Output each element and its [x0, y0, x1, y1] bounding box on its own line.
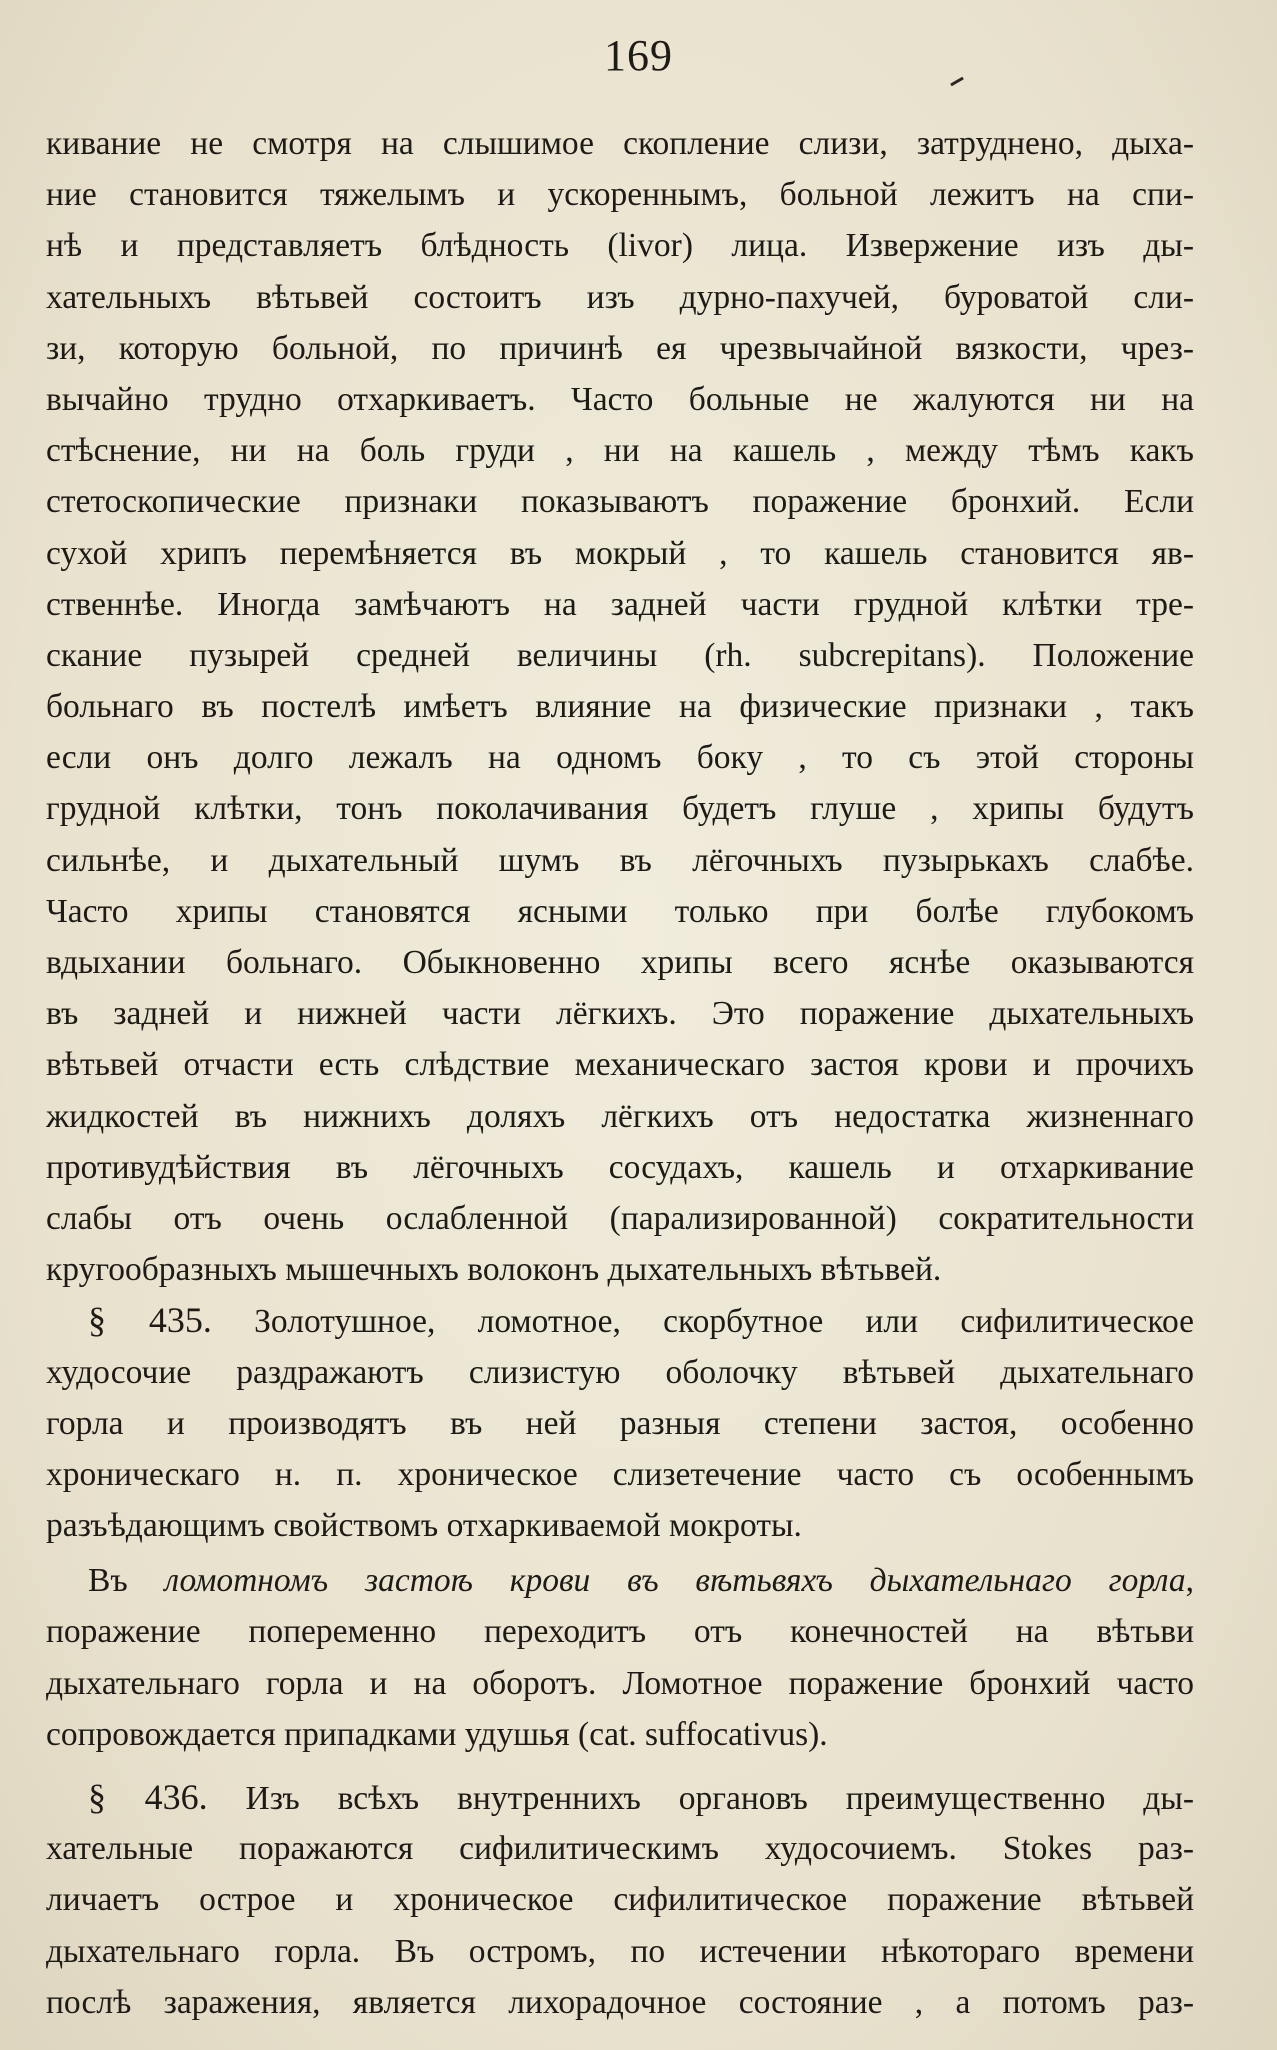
paragraph-rheumatic: [46, 1555, 1194, 1760]
section-number: § 435.: [88, 1300, 212, 1341]
text-line: ственнѣе. Иногда замѣчаютъ на задней части грудной клѣтки тре-: [46, 585, 1194, 623]
text-line: личаетъ острое и хроническое сифилитическое поражение вѣтьвей: [46, 1881, 1194, 1919]
text-line: хательные поражаются сифилитическимъ худосочиемъ. Stokes раз-: [46, 1830, 1194, 1868]
page-number: 169: [604, 31, 673, 80]
paragraph-section-436: [46, 1772, 1194, 2028]
text-line: нѣ и представляетъ блѣдность (livor) лица. Извержение изъ ды-: [46, 227, 1194, 265]
text-line: въ задней и нижней части лёгкихъ. Это поражение дыхательныхъ: [46, 995, 1194, 1033]
text-line: вѣтьвей отчасти есть слѣдствие механическаго застоя крови и прочихъ: [46, 1046, 1194, 1084]
text-line: послѣ заражения, является лихорадочное состояние , а потомъ раз-: [46, 1983, 1194, 2021]
text-line: поражение попеременно переходитъ отъ конечностей на вѣтьви: [46, 1613, 1194, 1651]
text-line-with-italic: [46, 1555, 1194, 1606]
text-line: если онъ долго лежалъ на одномъ боку , то съ этой стороны: [46, 739, 1194, 777]
text-line-with-section: [46, 1295, 1194, 1346]
text-line: вдыхании больнаго. Обыкновенно хрипы всего яснѣе оказываются: [46, 944, 1194, 981]
text-line: противудѣйствия въ лёгочныхъ сосудахъ, кашель и отхаркивание: [46, 1148, 1194, 1186]
text-line: Часто хрипы становятся ясными только при болѣе глубокомъ: [46, 892, 1194, 930]
text-line: дыхательнаго горла и на оборотъ. Ломотное поражение бронхий часто: [46, 1664, 1194, 1702]
section-number: § 436.: [88, 1777, 208, 1817]
text-line: хательныхъ вѣтьвей состоитъ изъ дурно-пахучей, буроватой сли-: [46, 278, 1194, 316]
text-fragment: Въ: [88, 1562, 165, 1600]
text-line: сильнѣе, и дыхательный шумъ въ лёгочныхъ пузырькахъ слабѣе.: [46, 841, 1194, 879]
text-line: кругообразныхъ мышечныхъ волоконъ дыхательныхъ вѣтьвей.: [46, 1251, 942, 1289]
text-line: кивание не смотря на слышимое скопление слизи, затруднено, дыха-: [46, 125, 1194, 162]
text-line: худосочие раздражаютъ слизистую оболочку вѣтьвей дыхательнаго: [46, 1353, 1194, 1391]
text-line: вычайно трудно отхаркиваетъ. Часто больные не жалуются ни на: [46, 380, 1194, 418]
text-line: разъѣдающимъ свойствомъ отхаркиваемой мокроты.: [46, 1507, 802, 1545]
text-line: жидкостей въ нижнихъ доляхъ лёгкихъ отъ недостатка жизненнаго: [46, 1097, 1194, 1135]
text-line: ние становится тяжелымъ и ускореннымъ, больной лежитъ на спи-: [46, 176, 1194, 214]
text-fragment: Изъ всѣхъ внутреннихъ органовъ преимущественно ды-: [207, 1780, 1194, 1817]
text-line: слабы отъ очень ослабленной (парализированной) сократительности: [46, 1199, 1194, 1237]
text-line-with-section: [46, 1772, 1194, 1823]
text-line: дыхательнаго горла. Въ остромъ, по истечении нѣкотораго времени: [46, 1932, 1194, 1970]
italic-phrase: ломотномъ застоѣ крови въ вѣтьвяхъ дыхательнаго горла: [164, 1562, 1186, 1600]
text-line: стетоскопические признаки показываютъ поражение бронхий. Если: [46, 483, 1194, 521]
paragraph-1: [46, 118, 1194, 1295]
text-line: горла и производятъ въ ней разныя степени застоя, особенно: [46, 1404, 1194, 1442]
text-line: больнаго въ постелѣ имѣетъ влияние на физические признаки , такъ: [46, 688, 1194, 726]
text-fragment: Золотушное, ломотное, скорбутное или сифилитическое: [211, 1303, 1194, 1341]
text-line: хроническаго н. п. хроническое слизетечение часто съ особеннымъ: [46, 1455, 1194, 1493]
text-line: скание пузырей средней величины (rh. subcrepitans). Положение: [46, 636, 1194, 674]
page-body: [46, 118, 1194, 2028]
text-line: зи, которую больной, по причинѣ ея чрезвычайной вязкости, чрез-: [46, 329, 1194, 367]
paragraph-section-435: [46, 1295, 1194, 1551]
text-line: стѣснение, ни на боль груди , ни на кашель , между тѣмъ какъ: [46, 432, 1194, 470]
text-line: сухой хрипъ перемѣняется въ мокрый , то кашель становится яв-: [46, 534, 1194, 572]
text-line: сопровождается припадками удушья (cat. suffocativus).: [46, 1715, 828, 1753]
spacer: [46, 1760, 1194, 1772]
text-line: грудной клѣтки, тонъ поколачивания будетъ глуше , хрипы будутъ: [46, 790, 1194, 828]
text-fragment: ,: [1185, 1562, 1194, 1600]
